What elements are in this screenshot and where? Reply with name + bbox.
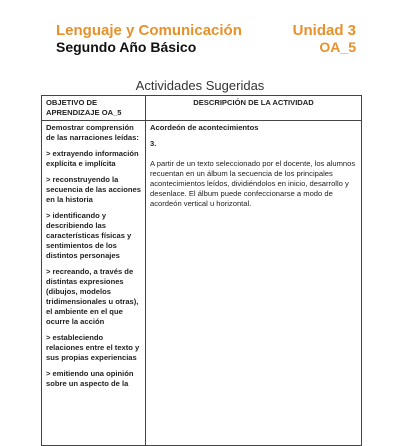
activity-number: 3. <box>150 139 157 149</box>
objective-item: > estableciendo relaciones entre el texto y sus propias experiencias <box>46 333 140 363</box>
subject-title: Lenguaje y Comunicación <box>56 22 242 39</box>
document-header <box>56 22 356 58</box>
unit-label: Unidad 3 <box>292 22 356 39</box>
activity-title: Acordeón de acontecimientos <box>150 123 259 133</box>
objectives-cell <box>42 121 146 446</box>
table-row <box>42 121 362 446</box>
objective-item: > reconstruyendo la secuencia de las acciones en la historia <box>46 175 141 205</box>
objective-item: > recreando, a través de distintas expresiones (dibujos, modelos tridimensionales u otras), el ambiente en el que ocurre la acción <box>46 267 139 327</box>
description-column-header: DESCRIPCIÓN DE LA ACTIVIDAD <box>146 96 362 121</box>
activities-table <box>41 95 362 446</box>
grade-label: Segundo Año Básico <box>56 39 197 55</box>
oa-label: OA_5 <box>319 39 356 55</box>
section-title: Actividades Sugeridas <box>135 78 265 93</box>
objective-item: > extrayendo información explícita e implícita <box>46 149 139 169</box>
objective-item: > identificando y describiendo las características físicas y sentimientos de los distintos personajes <box>46 211 132 261</box>
objective-item: > emitiendo una opinión sobre un aspecto de la <box>46 369 134 389</box>
activity-cell <box>146 121 362 446</box>
table-header-row <box>42 96 362 121</box>
objective-intro: Demostrar comprensión de las narraciones leídas: <box>46 123 139 143</box>
activity-description: A partir de un texto seleccionado por el docente, los alumnos recuentan en un álbum la secuencia de los principales acontecimientos leídos, dividiéndolos en inicio, desarrollo y desenlace. El álbum puede confeccionarse a modo de acordeón vertical u horizontal. <box>150 159 356 209</box>
objective-column-header: OBJETIVO DE APRENDIZAJE OA_5 <box>42 96 146 121</box>
